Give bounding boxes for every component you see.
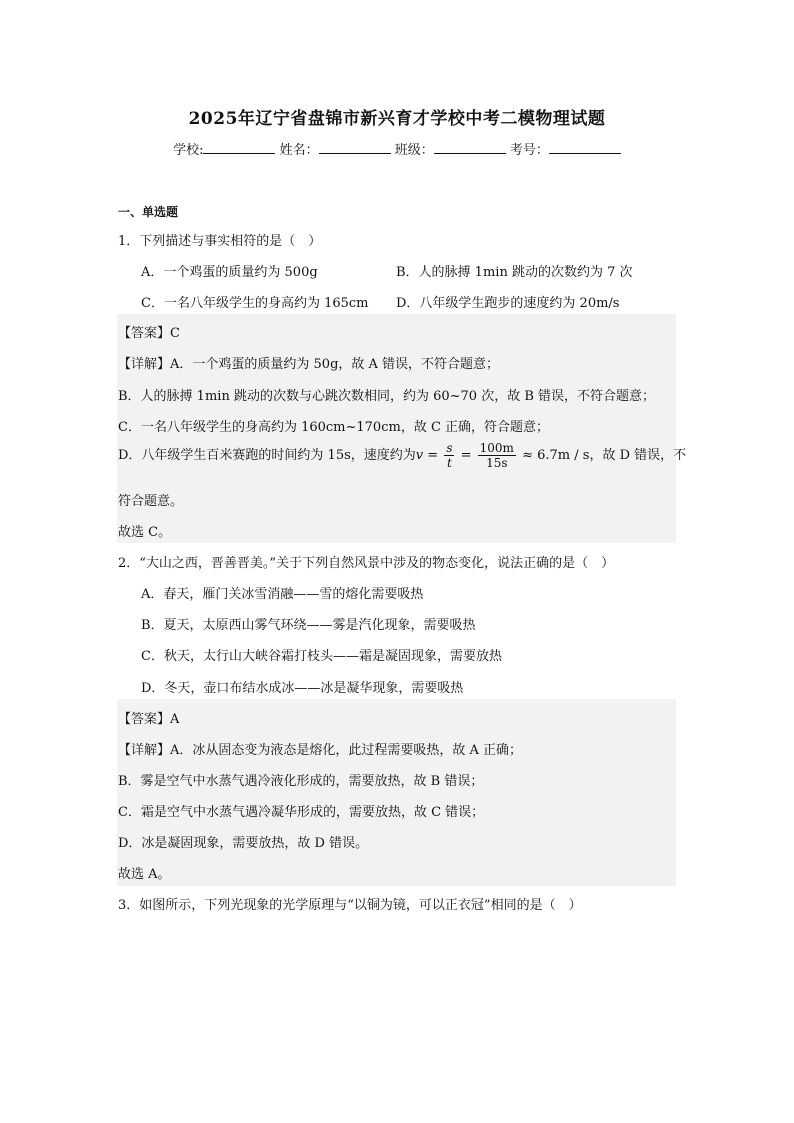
class-label: 班级：	[394, 143, 434, 158]
school-blank	[203, 141, 275, 154]
name-blank	[319, 141, 391, 154]
q2-detail-2: B．雾是空气中水蒸气遇冷液化形成的，需要放热，故 B 错误；	[118, 774, 484, 789]
q1-detail-4-pre: D．八年级学生百米赛跑的时间约为 15s，速度约为	[118, 448, 416, 463]
q2-option-a: A．春天，雁门关冰雪消融——雪的熔化需要吸热	[141, 587, 424, 602]
q1-option-a: A．一个鸡蛋的质量约为 500g	[141, 265, 318, 280]
school-label: 学校:	[173, 143, 204, 158]
fraction-denominator-15s: 15s	[486, 456, 508, 470]
q2-detail-4: D．冰是凝固现象，需要放热，故 D 错误。	[118, 836, 369, 851]
number-label: 考号：	[509, 143, 549, 158]
q2-conclusion: 故选 A。	[118, 867, 171, 882]
q2-stem: 2．“大山之西，晋善晋美。”关于下列自然风景中涉及的物态变化，说法正确的是（ ）	[118, 556, 615, 571]
q2-answer-box	[117, 699, 676, 886]
q1-option-c: C．一名八年级学生的身高约为 165cm	[141, 296, 369, 311]
q1-detail-5: 符合题意。	[118, 494, 184, 509]
page-title: 2025年辽宁省盘锦市新兴育才学校中考二模物理试题	[188, 109, 606, 129]
q1-detail-4-post: ，故 D 错误，不	[589, 448, 687, 463]
q1-conclusion: 故选 C。	[118, 525, 172, 540]
q2-answer: 【答案】A	[118, 712, 180, 727]
q2-option-c: C．秋天，太行山大峡谷霜打枝头——霜是凝固现象，需要放热	[141, 649, 502, 664]
fraction-100m-over-15s	[478, 441, 516, 470]
q2-option-b: B．夏天，太原西山雾气环绕——雾是汽化现象，需要吸热	[141, 618, 476, 633]
q1-detail-4	[118, 441, 686, 470]
q1-stem: 1．下列描述与事实相符的是（ ）	[118, 234, 322, 249]
q2-detail-1: 【详解】A．冰从固态变为液态是熔化，此过程需要吸热，故 A 正确；	[118, 743, 523, 758]
q2-option-d: D．冬天，壶口布结水成冰——冰是凝华现象，需要吸热	[141, 681, 464, 696]
fraction-s-over-t	[444, 441, 454, 470]
equals-sign: =	[423, 448, 443, 463]
velocity-symbol: v	[415, 448, 424, 463]
fraction-numerator-100m: 100m	[479, 441, 514, 455]
q2-detail-3: C．霜是空气中水蒸气遇冷凝华形成的，需要放热，故 C 错误；	[118, 805, 485, 820]
fraction-numerator-s: s	[446, 441, 453, 455]
class-blank	[434, 141, 506, 154]
q1-detail-2: B．人的脉搏 1min 跳动的次数与心跳次数相同，约为 60~70 次，故 B 错误，不符合题意；	[118, 389, 656, 404]
q3-stem: 3．如图所示，下列光现象的光学原理与“以铜为镜，可以正衣冠”相同的是（ ）	[118, 898, 582, 913]
section-heading: 一、单选题	[118, 205, 179, 219]
student-info-line	[0, 139, 794, 158]
q1-option-d: D．八年级学生跑步的速度约为 20m/s	[396, 296, 620, 311]
approx-result: ≈ 6.7m / s	[517, 448, 590, 463]
fraction-denominator-t: t	[446, 456, 452, 470]
number-blank	[549, 141, 621, 154]
q1-detail-3: C．一名八年级学生的身高约为 160cm~170cm，故 C 正确，符合题意；	[118, 420, 550, 435]
q1-detail-1: 【详解】A．一个鸡蛋的质量约为 50g，故 A 错误，不符合题意；	[118, 357, 500, 372]
q1-option-b: B．人的脉搏 1min 跳动的次数约为 7 次	[396, 265, 633, 280]
q1-answer: 【答案】C	[118, 326, 180, 341]
name-label: 姓名：	[279, 143, 319, 158]
equals-sign-2: =	[456, 448, 476, 463]
